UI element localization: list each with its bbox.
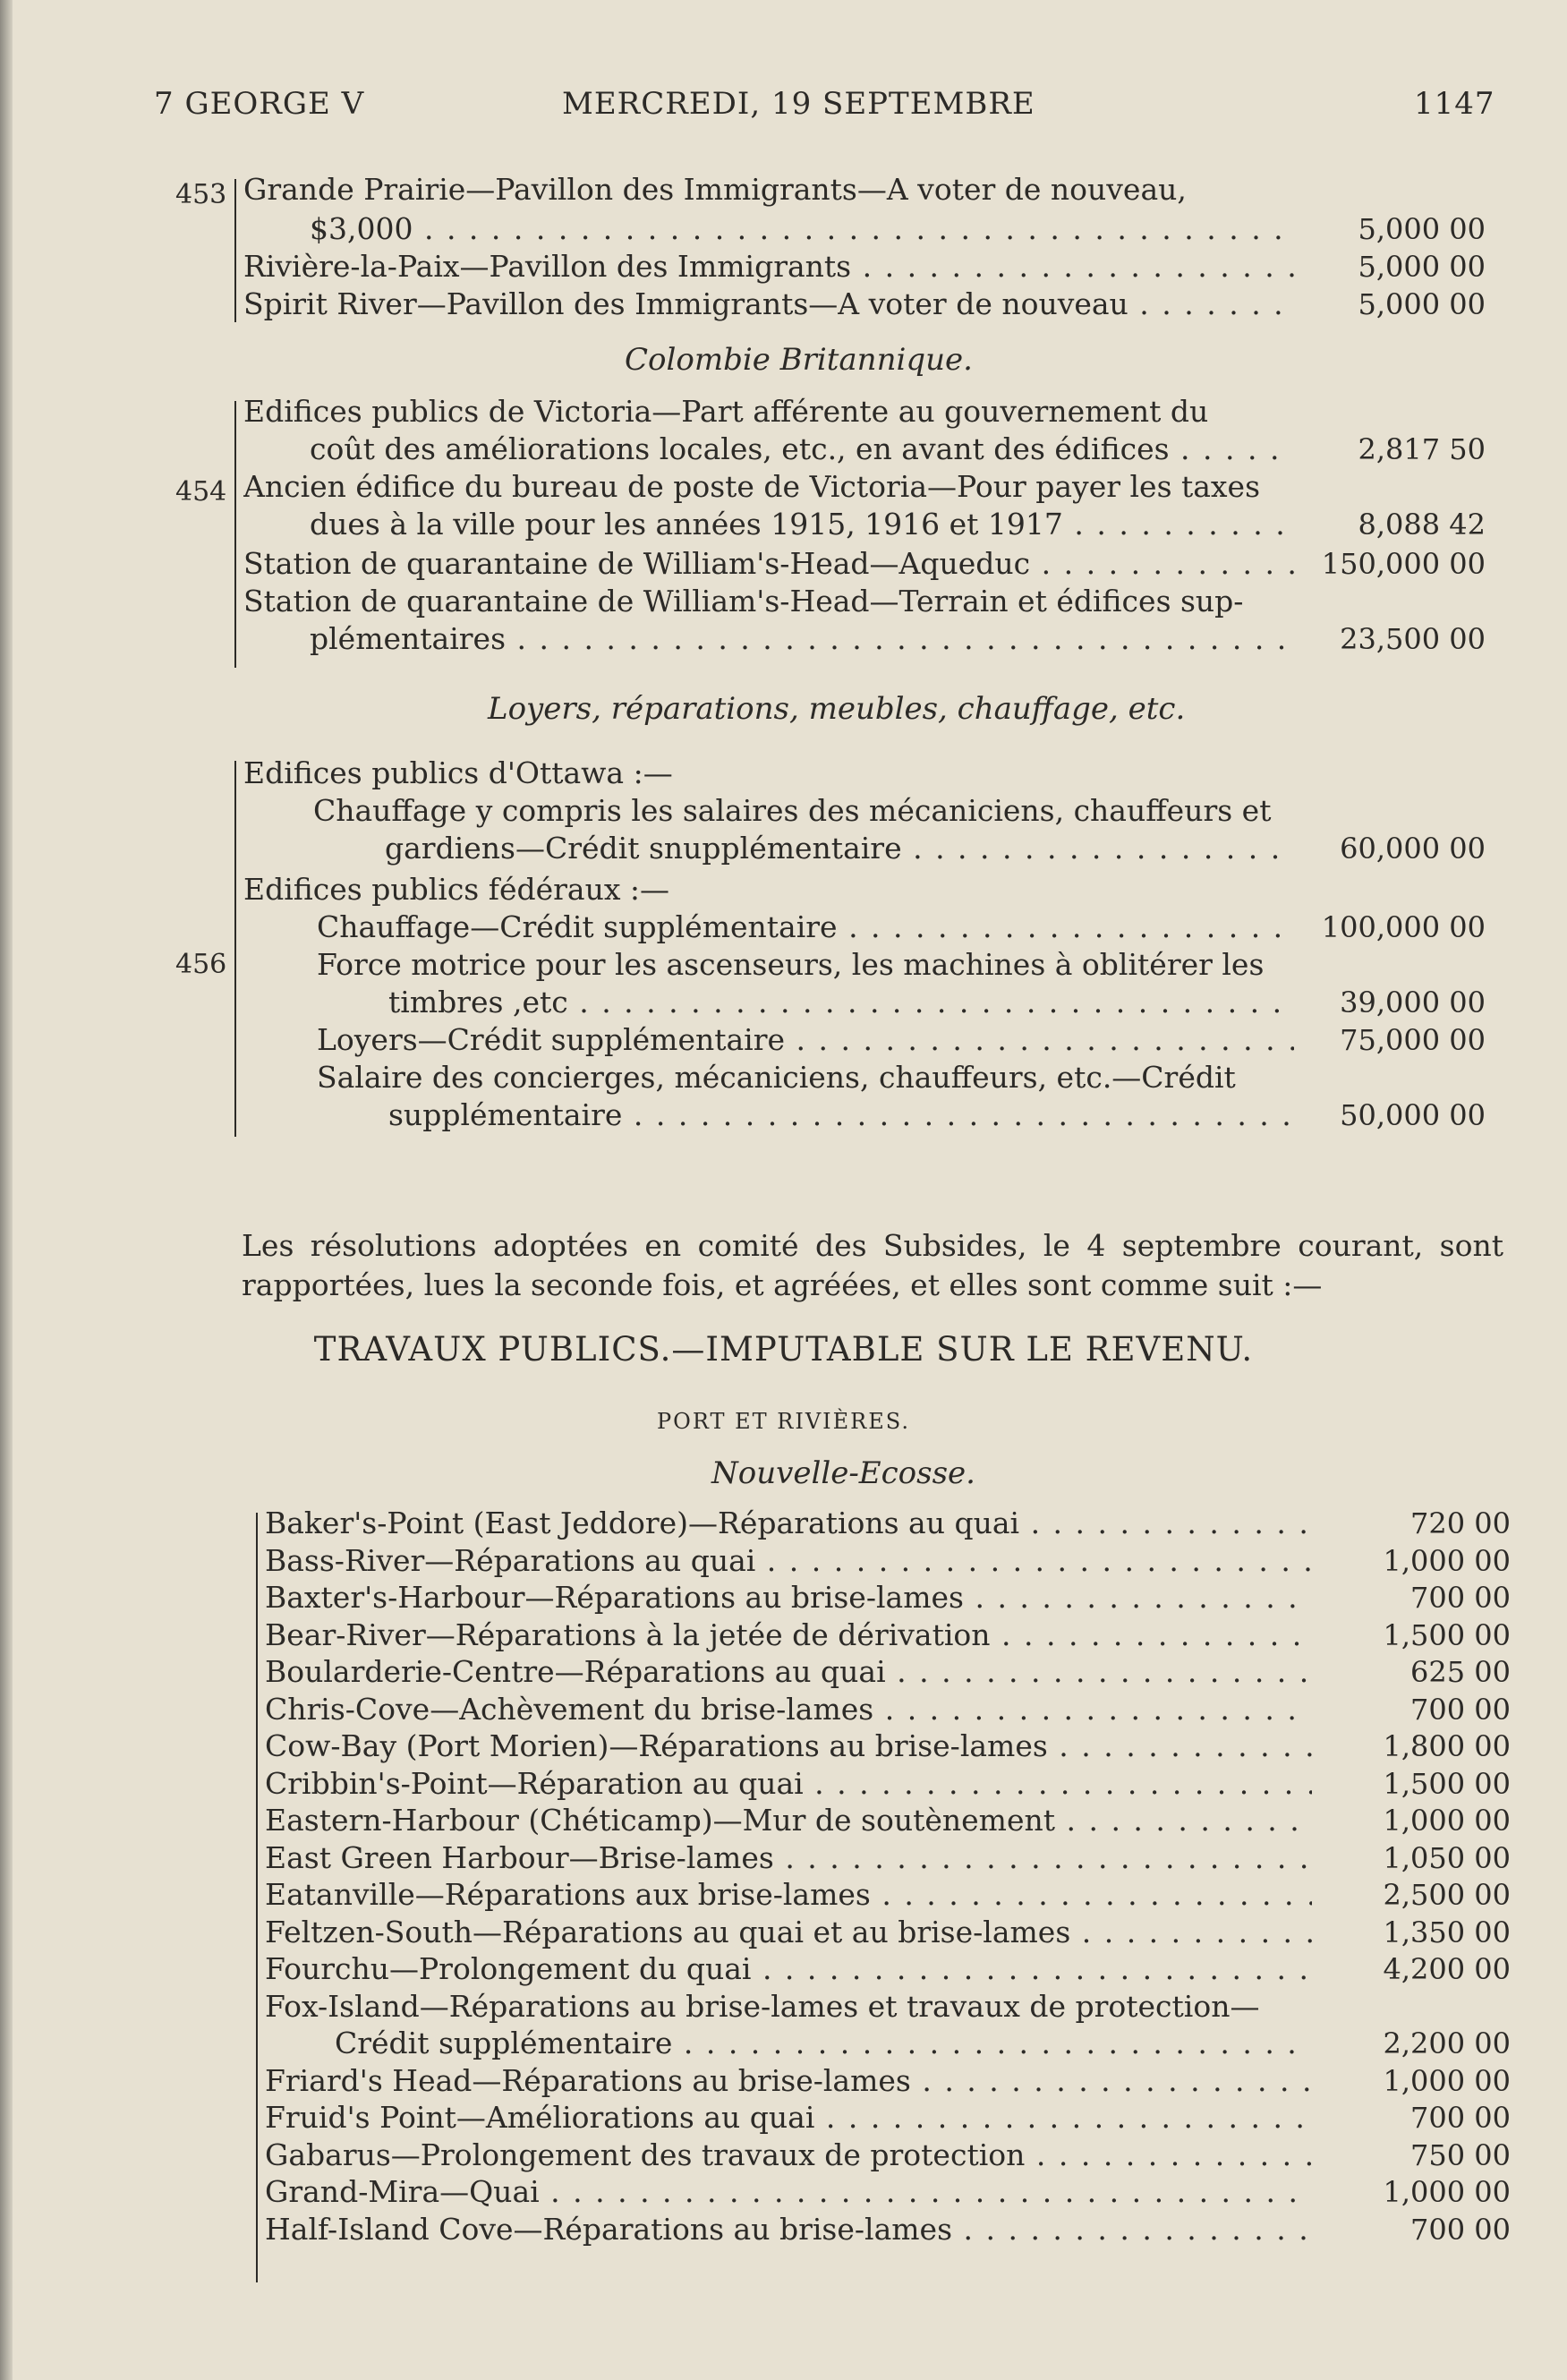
entry-amount: 625 00 xyxy=(1410,1655,1511,1689)
entry-text: Bear-River—Réparations à la jetée de dérivation . . . xyxy=(265,1616,1312,1655)
entry-amount: 5,000 00 xyxy=(1358,287,1486,321)
section-title-loyers: Loyers, réparations, meubles, chauffage, etc. xyxy=(488,691,1186,727)
entry-row xyxy=(0,544,1567,584)
entry-row xyxy=(0,619,1567,659)
list-item xyxy=(0,1690,1567,1729)
entry-row xyxy=(0,983,1567,1022)
entry-text: Boularderie-Centre—Réparations au quai . . . xyxy=(265,1652,1312,1692)
entry-text: Feltzen-South—Réparations au quai et au brise-lames . . . xyxy=(265,1913,1312,1952)
entry-amount: 60,000 00 xyxy=(1340,832,1486,866)
entry-text: Chauffage—Crédit supplémentaire . . . xyxy=(317,908,1294,947)
entry-text: Baxter's-Harbour—Réparations au brise-lames . . . xyxy=(265,1578,1312,1617)
list-item xyxy=(0,2061,1567,2101)
entry-amount: 700 00 xyxy=(1410,1692,1511,1727)
entry-text: gardiens—Crédit snupplémentaire . . . xyxy=(385,829,1294,868)
entry-row xyxy=(0,247,1567,286)
page-number: 1147 xyxy=(1414,86,1495,122)
list-item xyxy=(0,1875,1567,1915)
entry-text: Chris-Cove—Achèvement du brise-lames . . . xyxy=(265,1690,1312,1729)
entry-text: Cow-Bay (Port Morien)—Réparations au brise-lames . . . xyxy=(265,1727,1312,1766)
entry-text: Half-Island Cove—Réparations au brise-lames . . . xyxy=(265,2210,1312,2249)
list-item xyxy=(0,2024,1567,2063)
entry-text: Friard's Head—Réparations au brise-lames . . . xyxy=(265,2061,1312,2101)
section-title-bc: Colombie Britannique. xyxy=(625,342,973,378)
entry-text: $3,000 . . . xyxy=(310,209,1294,249)
entry-amount: 8,088 42 xyxy=(1358,508,1486,542)
entry-text: Station de quarantaine de William's-Head—Aqueduc . . . xyxy=(243,544,1294,584)
entry-text: Fourchu—Prolongement du quai . . . xyxy=(265,1949,1312,1989)
header-date: MERCREDI, 19 SEPTEMBRE xyxy=(562,86,1035,122)
entry-text: dues à la ville pour les années 1915, 1916 et 1917 . . . xyxy=(310,505,1294,544)
entry-row xyxy=(0,1020,1567,1060)
entry-row xyxy=(0,791,1567,831)
entry-amount: 1,350 00 xyxy=(1383,1915,1511,1949)
entry-row xyxy=(0,945,1567,985)
entry-amount: 2,200 00 xyxy=(1383,2026,1511,2060)
entry-text: Grande Prairie—Pavillon des Immigrants—A voter de nouveau, xyxy=(243,172,1187,207)
list-item xyxy=(0,1949,1567,1989)
entry-amount: 2,500 00 xyxy=(1383,1878,1511,1912)
entry-amount: 1,500 00 xyxy=(1383,1617,1511,1652)
entry-amount: 5,000 00 xyxy=(1358,212,1486,246)
vote-number-456: 456 xyxy=(175,949,227,980)
entry-amount: 700 00 xyxy=(1410,1581,1511,1615)
entry-text: supplémentaire . . . xyxy=(388,1096,1294,1135)
entry-text: Salaire des concierges, mécaniciens, chauffeurs, etc.—Crédit xyxy=(317,1060,1236,1095)
entry-text: Eastern-Harbour (Chéticamp)—Mur de soutènement . . . xyxy=(265,1801,1312,1840)
entry-row xyxy=(0,754,1567,793)
entry-row xyxy=(0,505,1567,544)
list-item xyxy=(0,2172,1567,2212)
entry-amount: 1,000 00 xyxy=(1383,1543,1511,1578)
list-item xyxy=(0,1504,1567,1543)
entry-text: Eatanville—Réparations aux brise-lames . . . xyxy=(265,1875,1312,1915)
list-item xyxy=(0,1838,1567,1878)
entry-amount: 750 00 xyxy=(1410,2137,1511,2172)
vote-number-454: 454 xyxy=(175,476,227,508)
entry-text: Edifices publics d'Ottawa :— xyxy=(243,755,673,790)
entry-text: Fruid's Point—Améliorations au quai . . . xyxy=(265,2098,1312,2137)
entry-row xyxy=(0,870,1567,909)
entry-text: Crédit supplémentaire . . . xyxy=(335,2024,1312,2063)
entry-text: Fox-Island—Réparations au brise-lames et travaux de protection— xyxy=(265,1988,1260,2024)
list-item xyxy=(0,2098,1567,2137)
entry-text: Edifices publics de Victoria—Part afférente au gouvernement du xyxy=(243,394,1209,429)
list-item xyxy=(0,1913,1567,1952)
entry-text: Loyers—Crédit supplémentaire . . . xyxy=(317,1020,1294,1060)
entry-text: East Green Harbour—Brise-lames . . . xyxy=(265,1838,1312,1878)
entry-amount: 700 00 xyxy=(1410,2101,1511,2135)
entry-row xyxy=(0,829,1567,868)
entry-amount: 150,000 00 xyxy=(1321,547,1486,581)
resolution-paragraph: Les résolutions adoptées en comité des Subsides, le 4 septembre courant, sont rapportées, lues la seconde fois, et agréées, et elles sont comme suit :— xyxy=(242,1228,1503,1302)
section-title-ne: Nouvelle-Ecosse. xyxy=(711,1455,975,1491)
list-item xyxy=(0,1616,1567,1655)
list-item xyxy=(0,2136,1567,2175)
entry-amount: 1,000 00 xyxy=(1383,2063,1511,2098)
header-session: 7 GEORGE V xyxy=(154,86,365,122)
entry-amount: 4,200 00 xyxy=(1383,1952,1511,1986)
vote-number-453: 453 xyxy=(175,179,227,210)
entry-text: plémentaires . . . xyxy=(310,619,1294,659)
entry-text: Bass-River—Réparations au quai . . . xyxy=(265,1541,1312,1581)
entry-amount: 700 00 xyxy=(1410,2212,1511,2247)
entry-text: Ancien édifice du bureau de poste de Victoria—Pour payer les taxes xyxy=(243,469,1261,504)
entry-amount: 1,050 00 xyxy=(1383,1840,1511,1875)
list-item xyxy=(0,1727,1567,1766)
entry-amount: 50,000 00 xyxy=(1340,1098,1486,1132)
entry-row xyxy=(0,392,1567,431)
entry-row xyxy=(0,430,1567,469)
entry-text: Spirit River—Pavillon des Immigrants—A voter de nouveau . . . xyxy=(243,285,1294,324)
entry-amount: 75,000 00 xyxy=(1340,1023,1486,1057)
entry-amount: 1,500 00 xyxy=(1383,1766,1511,1801)
subsection-title: PORT ET RIVIÈRES. xyxy=(657,1409,910,1434)
entry-text: Edifices publics fédéraux :— xyxy=(243,872,670,907)
entry-row xyxy=(0,467,1567,507)
list-item xyxy=(0,1987,1567,2026)
entry-amount: 1,800 00 xyxy=(1383,1729,1511,1763)
entry-amount: 100,000 00 xyxy=(1321,910,1486,944)
entry-amount: 23,500 00 xyxy=(1340,622,1486,656)
entry-row xyxy=(0,1096,1567,1135)
entry-text: Chauffage y compris les salaires des mécaniciens, chauffeurs et xyxy=(313,793,1272,828)
entry-row xyxy=(0,582,1567,621)
entry-row xyxy=(0,170,1567,209)
entry-row xyxy=(0,1058,1567,1097)
list-item xyxy=(0,2210,1567,2249)
entry-text: Gabarus—Prolongement des travaux de protection . . . xyxy=(265,2136,1312,2175)
entry-row xyxy=(0,285,1567,324)
entry-row xyxy=(0,209,1567,249)
entry-text: timbres ,etc . . . xyxy=(388,983,1294,1022)
list-item xyxy=(0,1578,1567,1617)
entry-text: Cribbin's-Point—Réparation au quai . . . xyxy=(265,1764,1312,1804)
list-item xyxy=(0,1764,1567,1804)
list-item xyxy=(0,1541,1567,1581)
entry-text: Force motrice pour les ascenseurs, les machines à oblitérer les xyxy=(317,947,1265,982)
entry-text: Station de quarantaine de William's-Head—Terrain et édifices sup- xyxy=(243,584,1244,618)
entry-amount: 720 00 xyxy=(1410,1506,1511,1540)
list-item xyxy=(0,1652,1567,1692)
entry-row xyxy=(0,908,1567,947)
entry-text: Rivière-la-Paix—Pavillon des Immigrants . . . xyxy=(243,247,1294,286)
entry-amount: 1,000 00 xyxy=(1383,1804,1511,1838)
entry-amount: 1,000 00 xyxy=(1383,2175,1511,2209)
entry-amount: 2,817 50 xyxy=(1358,432,1486,466)
entry-text: coût des améliorations locales, etc., en avant des édifices . . . xyxy=(310,430,1294,469)
entry-amount: 5,000 00 xyxy=(1358,250,1486,284)
list-item xyxy=(0,1801,1567,1840)
page-section-title: TRAVAUX PUBLICS.—IMPUTABLE SUR LE REVENU. xyxy=(313,1330,1254,1369)
entry-amount: 39,000 00 xyxy=(1340,985,1486,1019)
entry-text: Grand-Mira—Quai . . . xyxy=(265,2172,1312,2212)
entry-text: Baker's-Point (East Jeddore)—Réparations au quai . . . xyxy=(265,1504,1312,1543)
